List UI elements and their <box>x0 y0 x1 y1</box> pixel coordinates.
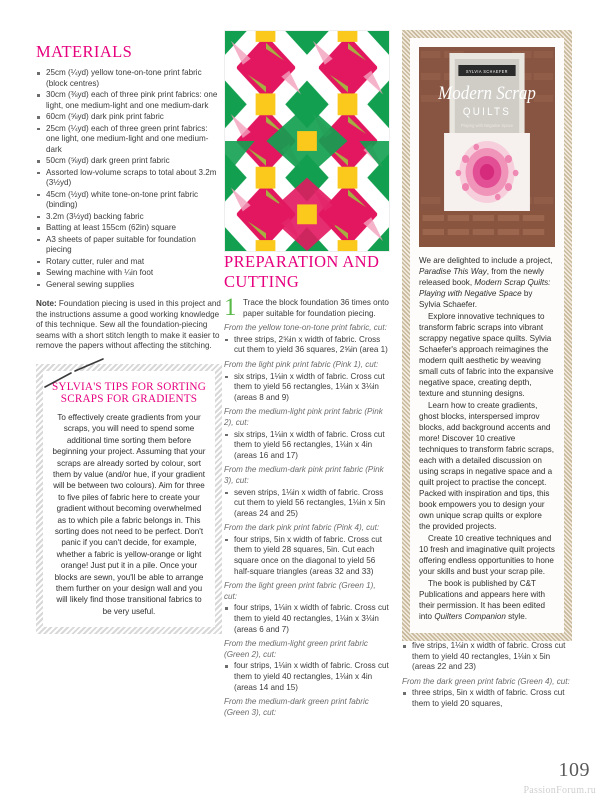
cutting-from-line: From the dark pink print fabric (Pink 4), cut: <box>224 523 380 533</box>
book-title-italic: Quilters Companion <box>434 612 506 621</box>
step-one <box>224 294 390 321</box>
material-item: General sewing supplies <box>36 280 222 291</box>
materials-note <box>36 299 222 352</box>
book-feature-panel <box>402 30 572 641</box>
book-text-run: Explore innovative techniques to transform fabric scraps into vibrant scrappy negative space quilts. Sylvia Schaefer's approach reimagines the modern quilt aesthetic by weaving small cuts of fabric into the expansive negative space, creating depth, texture and stunning designs. <box>419 312 554 398</box>
book-cover-image <box>419 47 555 247</box>
cover-title: Modern Scrap <box>438 82 536 104</box>
quilt-photo <box>224 30 390 252</box>
material-item: 30cm (⅜yd) each of three pink print fabrics: one light, one medium-light and one medium-dark <box>36 90 222 111</box>
book-paragraph <box>419 533 555 577</box>
cutting-item: four strips, 5in x width of fabric. Cross cut them to yield 28 squares, 5in. Cut each square once on the diagonal to yield 56 half-square triangles (areas 32 and 33) <box>224 535 390 577</box>
cutting-instructions <box>224 323 390 718</box>
book-paragraph <box>419 400 555 532</box>
material-item: Sewing machine with ¼in foot <box>36 268 222 279</box>
note-label: Note: <box>36 299 57 308</box>
cutting-from-line: From the light green print fabric (Green 1), cut: <box>224 581 376 601</box>
material-item: Rotary cutter, ruler and mat <box>36 257 222 268</box>
book-text-run: Learn how to create gradients, ghost blocks, interspersed improv blocks, add background accents and more! Discover 10 creative techniques to transform fabric scraps, each with a detailed discussion on using scraps in negative space and a quilt project to practise the concept. Packed with inspiration and tips, this book empowers you to design your own unique scrap quilts or explore the provided projects. <box>419 401 554 531</box>
cutting-from-line: From the yellow tone-on-tone print fabric, cut: <box>224 323 387 333</box>
cutting-instructions-continued <box>402 641 572 710</box>
note-text: Foundation piecing is used in this project and the instructions assume a good working knowledge of this technique. Sew all the foundation-piecing seams with a short stitch length to make it easier to remove the papers without affecting the stitching. <box>36 299 221 351</box>
cutting-list <box>224 603 390 635</box>
preparation-heading: PREPARATION AND CUTTING <box>224 252 380 291</box>
book-text-run: We are delighted to include a project, <box>419 256 553 265</box>
materials-heading: MATERIALS <box>36 42 133 61</box>
cutting-from-line: From the light pink print fabric (Pink 1), cut: <box>224 359 379 369</box>
cutting-item: three strips, 2⅝in x width of fabric. Cross cut them to yield 36 squares, 2⅝in (area 1) <box>224 335 390 356</box>
material-item: 25cm (¼yd) yellow tone-on-tone print fabric (block centres) <box>36 68 222 89</box>
material-item: 3.2m (3½yd) backing fabric <box>36 212 222 223</box>
book-paragraph <box>419 255 555 310</box>
book-text-run: Create 10 creative techniques and 10 fresh and imaginative quilt projects offering endless opportunities to hone your skills and bust your scrap pile. <box>419 534 555 576</box>
quilt-photo-wrapper <box>224 0 390 252</box>
cutting-item: five strips, 1⅛in x width of fabric. Cross cut them to yield 40 rectangles, 1⅛in x 5in (areas 22 and 23) <box>402 641 572 673</box>
material-item: 25cm (¼yd) each of three green print fabrics: one light, one medium-light and one medium-dark <box>36 124 222 156</box>
cutting-item: four strips, 1⅛in x width of fabric. Cross cut them to yield 40 rectangles, 1⅛in x 4in (areas 14 and 15) <box>224 661 390 693</box>
cutting-item: seven strips, 1⅛in x width of fabric. Cross cut them to yield 56 rectangles, 1⅛in x 5in (areas 24 and 25) <box>224 488 390 520</box>
site-watermark: PassionForum.ru <box>523 785 596 796</box>
step-number: 1 <box>224 294 237 321</box>
book-text-run: style. <box>505 612 527 621</box>
materials-list <box>36 68 222 290</box>
book-paragraph <box>419 311 555 399</box>
material-item: Assorted low-volume scraps to total about 3.2m (3½yd) <box>36 168 222 189</box>
sylvias-tips-box <box>36 364 222 634</box>
book-title-italic: Modern Scrap Quilts: Playing with Negative Space <box>419 278 551 298</box>
material-item: 45cm (½yd) white tone-on-tone print fabric (binding) <box>36 190 222 211</box>
book-title-italic: Paradise This Way <box>419 267 487 276</box>
material-item: A3 sheets of paper suitable for foundation piecing <box>36 235 222 256</box>
cutting-item: six strips, 1⅛in x width of fabric. Cross cut them to yield 56 rectangles, 1⅛in x 3⅛in (areas 8 and 9) <box>224 372 390 404</box>
cutting-from-line: From the medium-dark pink print fabric (Pink 3), cut: <box>224 465 384 485</box>
cutting-list <box>402 688 572 709</box>
book-text-run: by Sylvia Schaefer. <box>419 289 533 309</box>
book-feature-text <box>419 255 555 622</box>
cutting-list <box>224 488 390 520</box>
column-preparation <box>224 0 390 719</box>
material-item: 60cm (⅝yd) dark pink print fabric <box>36 112 222 123</box>
cutting-from-line: From the medium-dark green print fabric (Green 3), cut: <box>224 697 369 717</box>
book-paragraph <box>419 578 555 622</box>
step-text: Trace the block foundation 36 times onto paper suitable for foundation piecing. <box>243 298 389 318</box>
cutting-item: three strips, 5in x width of fabric. Cross cut them to yield 20 squares, <box>402 688 572 709</box>
cutting-from-line: From the medium-light pink print fabric (Pink 2), cut: <box>224 407 383 427</box>
material-item: 50cm (⅝yd) dark green print fabric <box>36 156 222 167</box>
book-text-run: The book is published by C&T Publications and appears here with their permission. It has been edited into <box>419 579 545 621</box>
tips-body: To effectively create gradients from your scraps, you will need to spend some additional time sorting them before beginning your project. Assuming that your scraps are already sorted by colour, sort them by value (and/or hue, if your gradient will be between two colours). Aim for three to five piles of fabric here to create your gradient without becoming overwhelmed as to which pile a fabric belongs in. This sorting does not need to be perfect. Don't panic if you can't decide, for example, whether a fabric is yellow-orange or light orange! Just put it in a pile. Once your blocks are sewn, you'll be able to arrange them further on your design wall and you will likely find those transitional fabrics to be very useful. <box>52 412 206 616</box>
cutting-list <box>224 661 390 693</box>
cover-author: SYLVIA SCHAEFER <box>465 68 509 75</box>
cutting-from-line: From the medium-light green print fabric (Green 2), cut: <box>224 639 368 659</box>
cutting-list <box>402 641 572 673</box>
cutting-item: four strips, 1⅛in x width of fabric. Cross cut them to yield 40 rectangles, 1⅛in x 3⅛in (areas 6 and 7) <box>224 603 390 635</box>
cutting-list <box>224 430 390 462</box>
cutting-list <box>224 372 390 404</box>
column-book-feature <box>402 0 572 711</box>
cutting-list <box>224 335 390 356</box>
cover-subtitle: QUILTS <box>462 106 512 119</box>
tips-title: SYLVIA'S TIPS FOR SORTING SCRAPS FOR GRADIENTS <box>52 380 206 406</box>
cover-tagline: Playing with Negative Space <box>460 122 514 129</box>
page-number: 109 <box>558 759 590 781</box>
cutting-item: six strips, 1⅛in x width of fabric. Cross cut them to yield 56 rectangles, 1⅛in x 4in (areas 16 and 17) <box>224 430 390 462</box>
book-text-run: , from the newly released book, <box>419 267 544 287</box>
cutting-from-line: From the dark green print fabric (Green 4), cut: <box>402 676 570 686</box>
column-materials <box>36 0 222 634</box>
material-item: Batting at least 155cm (62in) square <box>36 223 222 234</box>
cutting-list <box>224 535 390 577</box>
